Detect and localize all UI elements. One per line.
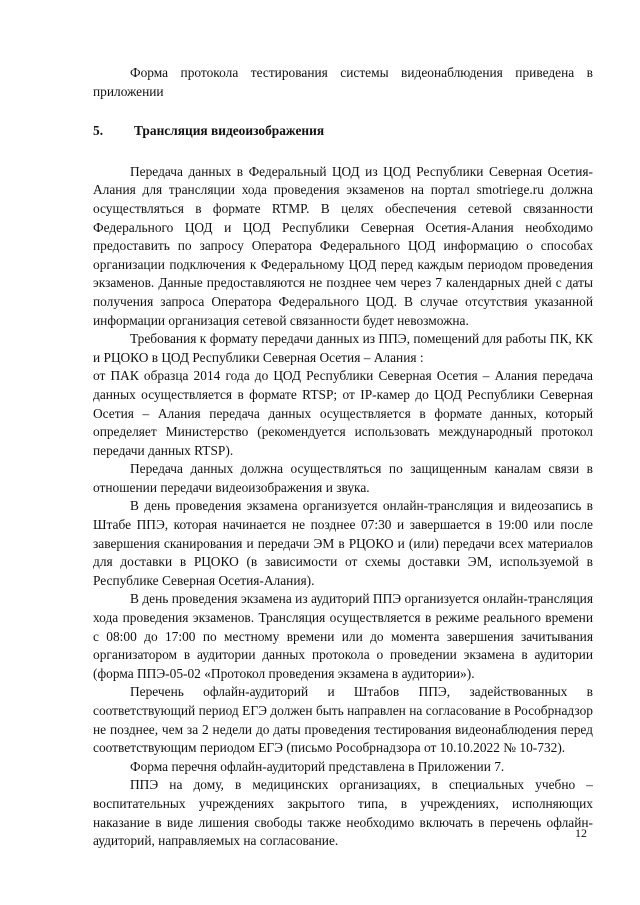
paragraph-pak-rtsp: от ПАК образца 2014 года до ЦОД Республики Северная Осетия – Алания передача данных осуществляется в формате RTSP; от IP-камер до ЦОД Республики Северная Осетия – Алания передача данных осуществляется в формате данных, который определяет Министерство (рекомендуется использовать международный протокол передачи данных RTSP). [93, 368, 593, 458]
paragraph-offline-form: Форма перечня офлайн-аудиторий представлена в Приложении 7. [130, 758, 505, 774]
paragraph-data-transfer: Передача данных в Федеральный ЦОД из ЦОД Республики Северная Осетия-Алания для трансляции хода проведения экзаменов на портал smotriege.ru должна осуществляться в формате RTMP. В целях обеспечения сетевой связанности Федерального ЦОД и ЦОД Республики Северная Осетия-Алания необходимо предоставить по запросу Оператора Федерального ЦОД информацию о способах организации подключения к Федеральному ЦОД перед каждым периодом проведения экзаменов. Данные предоставляются не позднее чем через 7 календарных дней с даты получения запроса Оператора Федерального ЦОД. В случае отсутствия указанной информации организация сетевой связанности будет невозможна. [93, 163, 593, 328]
paragraph-offline-list: Перечень офлайн-аудиторий и Штабов ППЭ, задействованных в соответствующий период ЕГЭ должен быть направлен на согласование в Рособрнадзор не позднее, чем за 2 недели до даты проведения тестирования видеонаблюдения перед соответствующим периодом ЕГЭ (письмо Рособрнадзора от 10.10.2022 № 10-732). [93, 684, 593, 756]
paragraph-auditorium-broadcast: В день проведения экзамена из аудиторий ППЭ организуется онлайн-трансляция хода проведения экзаменов. Трансляция осуществляется в режиме реального времени с 08:00 до 17:00 по местному времени или до момента завершения зачитывания организатором в аудитории данных протокола о проведении экзамена в аудитории (форма ППЭ-05-02 «Протокол проведения экзамена в аудитории»). [93, 591, 593, 681]
section-heading [93, 122, 593, 141]
paragraph-secure-channels: Передача данных должна осуществляться по защищенным каналам связи в отношении передачи видеоизображения и звука. [93, 461, 593, 495]
document-page [93, 64, 593, 851]
paragraph-special-ppe: ППЭ на дому, в медицинских организациях, в специальных учебно – воспитательных учреждениях закрытого типа, в учреждениях, исполняющих наказание в виде лишения свободы также необходимо включать в перечень офлайн-аудиторий, направляемых на согласование. [93, 777, 593, 849]
section-number: 5. [93, 123, 104, 139]
page-number: 12 [575, 826, 587, 840]
paragraph-hq-broadcast: В день проведения экзамена организуется онлайн-трансляция и видеозапись в Штабе ППЭ, которая начинается не позднее 07:30 и завершается в 19:00 или после завершения сканирования и передачи ЭМ в РЦОКО и (или) передачи всех материалов для доставки в РЦОКО (в зависимости от схемы доставки ЭМ, используемой в Республике Северная Осетия-Алания). [93, 498, 593, 588]
intro-paragraph: Форма протокола тестирования системы видеонаблюдения приведена в приложении [93, 65, 593, 99]
paragraph-format-requirements: Требования к формату передачи данных из ППЭ, помещений для работы ПК, КК и РЦОКО в ЦОД Республики Северная Осетия – Алания : [93, 331, 593, 365]
section-title: Трансляция видеоизображения [134, 123, 325, 139]
